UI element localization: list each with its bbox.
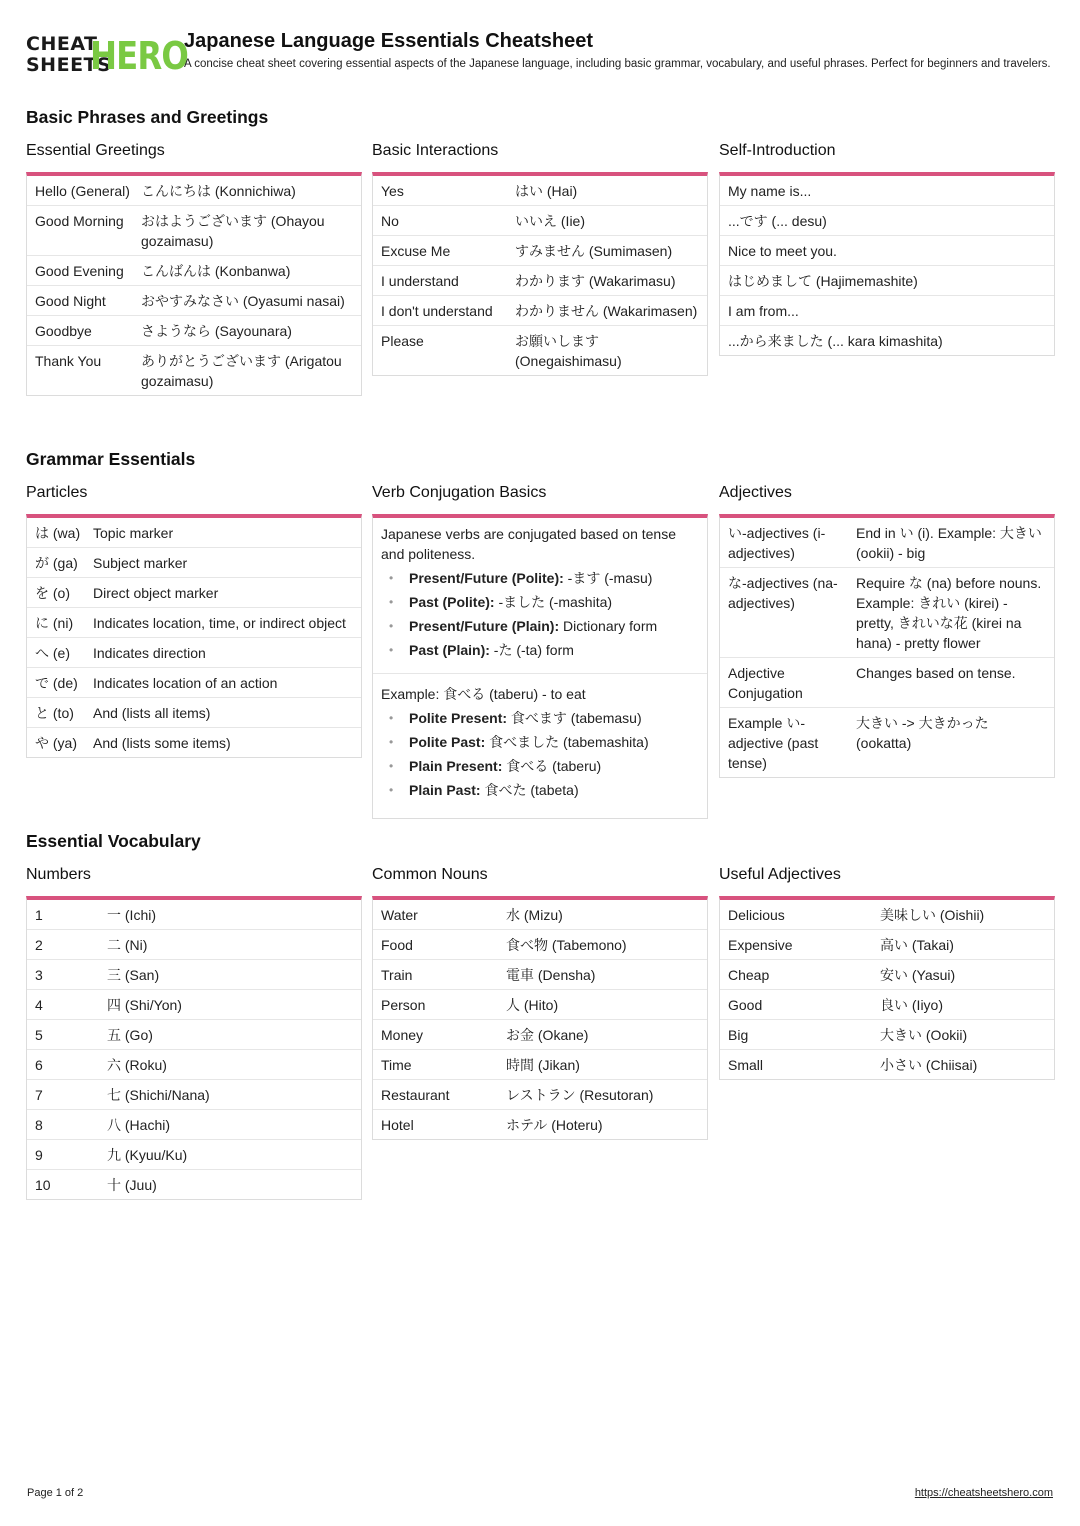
card-title-selfintro: Self-Introduction bbox=[719, 142, 836, 159]
list-item-label: Polite Past: bbox=[409, 734, 486, 750]
row-value: おやすみなさい (Oyasumi nasai) bbox=[141, 293, 345, 309]
row-key: I understand bbox=[381, 273, 459, 289]
row-value: Direct object marker bbox=[93, 585, 219, 601]
row-value: 大きい (Ookii) bbox=[880, 1027, 968, 1043]
row-value: 安い (Yasui) bbox=[880, 967, 956, 983]
row-key: に (ni) bbox=[35, 615, 74, 631]
list-item bbox=[381, 708, 699, 728]
card-particles bbox=[26, 514, 362, 758]
row-key: Good Evening bbox=[35, 263, 124, 279]
row-key: My name is... bbox=[728, 183, 812, 199]
row-key: い-adjectives (i-adjectives) bbox=[728, 525, 826, 561]
table-row bbox=[720, 930, 1054, 960]
row-value: Indicates location, time, or indirect object bbox=[93, 615, 346, 631]
row-value: 五 (Go) bbox=[107, 1027, 153, 1043]
row-value: わかります (Wakarimasu) bbox=[515, 273, 676, 289]
table-row bbox=[373, 900, 707, 930]
row-key: Thank You bbox=[35, 353, 102, 369]
row-key: Please bbox=[381, 333, 424, 349]
table-row bbox=[373, 236, 707, 266]
row-value: 四 (Shi/Yon) bbox=[107, 997, 182, 1013]
row-key: Hotel bbox=[381, 1117, 414, 1133]
row-key: I don't understand bbox=[381, 303, 493, 319]
table-row bbox=[27, 960, 361, 990]
table-row bbox=[720, 1020, 1054, 1050]
row-key: 3 bbox=[35, 967, 43, 983]
card-adjectives bbox=[719, 514, 1055, 778]
list-item bbox=[381, 592, 699, 612]
row-key: 5 bbox=[35, 1027, 43, 1043]
table-row bbox=[27, 728, 361, 757]
row-key: Small bbox=[728, 1057, 764, 1073]
list-item bbox=[381, 616, 699, 636]
card-title-nouns: Common Nouns bbox=[372, 866, 488, 883]
table-row bbox=[720, 206, 1054, 236]
list-item-text: 食べる (taberu) bbox=[502, 758, 602, 774]
row-value: おはようございます (Ohayou gozaimasu) bbox=[141, 213, 325, 249]
table-row bbox=[720, 176, 1054, 206]
list-item bbox=[381, 640, 699, 660]
logo-text: CHEAT SHEETS bbox=[26, 33, 112, 76]
row-key: で (de) bbox=[35, 675, 78, 691]
table-row bbox=[373, 296, 707, 326]
row-key: 1 bbox=[35, 907, 43, 923]
row-key: 2 bbox=[35, 937, 43, 953]
card-nouns bbox=[372, 896, 708, 1140]
list-item-label: Polite Present: bbox=[409, 710, 508, 726]
row-key: Excuse Me bbox=[381, 243, 451, 259]
verbs-example-heading: Example: 食べる (taberu) - to eat bbox=[381, 686, 586, 702]
card-numbers bbox=[26, 896, 362, 1200]
table-row bbox=[27, 930, 361, 960]
table-row bbox=[27, 698, 361, 728]
table-row bbox=[720, 1050, 1054, 1079]
row-key: と (to) bbox=[35, 705, 74, 721]
list-item-text: -ます (-masu) bbox=[563, 570, 653, 586]
list-item-text: 食べます (tabemasu) bbox=[507, 710, 642, 726]
table-row bbox=[27, 1110, 361, 1140]
table-row bbox=[27, 206, 361, 256]
list-item-text: -た (-ta) form bbox=[489, 642, 574, 658]
table-row bbox=[27, 1050, 361, 1080]
row-value: 電車 (Densha) bbox=[506, 967, 596, 983]
row-value: 小さい (Chiisai) bbox=[880, 1057, 978, 1073]
page-header bbox=[26, 30, 1056, 90]
logo-hero-text: HERO bbox=[90, 34, 189, 78]
table-row bbox=[373, 206, 707, 236]
row-key: Adjective Conjugation bbox=[728, 665, 803, 701]
verbs-intro: Japanese verbs are conjugated based on tense and politeness. bbox=[381, 526, 676, 562]
row-value: Indicates location of an action bbox=[93, 675, 278, 691]
table-row bbox=[373, 266, 707, 296]
row-value: 食べ物 (Tabemono) bbox=[506, 937, 627, 953]
list-item-label: Plain Past: bbox=[409, 782, 481, 798]
row-value: ありがとうございます (Arigatou gozaimasu) bbox=[141, 353, 342, 389]
table-row bbox=[373, 1020, 707, 1050]
row-value: 水 (Mizu) bbox=[506, 907, 563, 923]
verbs-example-list bbox=[381, 708, 699, 800]
card-title-adjectives: Adjectives bbox=[719, 484, 792, 501]
row-value: 時間 (Jikan) bbox=[506, 1057, 580, 1073]
table-row bbox=[27, 346, 361, 395]
table-row bbox=[373, 1110, 707, 1139]
row-key: Time bbox=[381, 1057, 412, 1073]
table-row bbox=[27, 900, 361, 930]
row-key: Water bbox=[381, 907, 418, 923]
row-key: Goodbye bbox=[35, 323, 92, 339]
list-item-text: -ました (-mashita) bbox=[494, 594, 613, 610]
list-item-label: Plain Present: bbox=[409, 758, 503, 774]
table-row bbox=[27, 286, 361, 316]
table-row bbox=[720, 266, 1054, 296]
verbs-list bbox=[381, 568, 699, 660]
row-key: Cheap bbox=[728, 967, 770, 983]
row-value: 六 (Roku) bbox=[107, 1057, 167, 1073]
row-key: は (wa) bbox=[35, 525, 81, 541]
row-value: 一 (Ichi) bbox=[107, 907, 156, 923]
divider bbox=[373, 660, 707, 674]
row-value: 三 (San) bbox=[107, 967, 160, 983]
row-key: Hello (General) bbox=[35, 183, 130, 199]
table-row bbox=[373, 960, 707, 990]
row-key: Money bbox=[381, 1027, 424, 1043]
row-value: さようなら (Sayounara) bbox=[141, 323, 292, 339]
row-value: 高い (Takai) bbox=[880, 937, 954, 953]
row-key: 6 bbox=[35, 1057, 43, 1073]
table-row bbox=[720, 900, 1054, 930]
table-row bbox=[373, 326, 707, 375]
list-item bbox=[381, 568, 699, 588]
row-key: Expensive bbox=[728, 937, 793, 953]
table-row bbox=[720, 658, 1054, 708]
table-row bbox=[27, 518, 361, 548]
list-item-label: Past (Polite): bbox=[409, 594, 495, 610]
row-value: お金 (Okane) bbox=[506, 1027, 589, 1043]
table-row bbox=[27, 608, 361, 638]
row-value: こんばんは (Konbanwa) bbox=[141, 263, 291, 279]
table-row bbox=[27, 548, 361, 578]
row-value: End in い (i). Example: 大きい (ookii) - big bbox=[856, 525, 1042, 561]
site-link[interactable]: https://cheatsheetshero.com bbox=[914, 1487, 1053, 1499]
table-row bbox=[373, 990, 707, 1020]
table-row bbox=[373, 176, 707, 206]
row-key: 8 bbox=[35, 1117, 43, 1133]
list-item-text: 食べた (tabeta) bbox=[480, 782, 579, 798]
table-row bbox=[720, 236, 1054, 266]
row-key: Train bbox=[381, 967, 413, 983]
card-title-verbs: Verb Conjugation Basics bbox=[372, 484, 547, 501]
row-value: いいえ (Iie) bbox=[515, 213, 585, 229]
row-value: Changes based on tense. bbox=[856, 665, 1016, 681]
row-key: Nice to meet you. bbox=[728, 243, 837, 259]
list-item bbox=[381, 780, 699, 800]
table-row bbox=[720, 960, 1054, 990]
section-title-vocab: Essential Vocabulary bbox=[26, 831, 201, 851]
row-key: I am from... bbox=[728, 303, 799, 319]
card-verbs bbox=[372, 514, 708, 819]
row-key: はじめまして (Hajimemashite) bbox=[728, 273, 918, 289]
table-row bbox=[720, 568, 1054, 658]
row-value: 人 (Hito) bbox=[506, 997, 559, 1013]
row-value: お願いします (Onegaishimasu) bbox=[515, 333, 622, 369]
row-key: を (o) bbox=[35, 585, 70, 601]
list-item-text: 食べました (tabemashita) bbox=[485, 734, 649, 750]
table-row bbox=[720, 326, 1054, 355]
row-key: 7 bbox=[35, 1087, 43, 1103]
row-value: 九 (Kyuu/Ku) bbox=[107, 1147, 188, 1163]
row-value: 良い (Iiyo) bbox=[880, 997, 943, 1013]
row-key: な-adjectives (na-adjectives) bbox=[728, 575, 838, 611]
row-key: Big bbox=[728, 1027, 749, 1043]
list-item bbox=[381, 756, 699, 776]
table-row bbox=[27, 1170, 361, 1199]
row-key: Person bbox=[381, 997, 426, 1013]
row-key: ...から来ました (... kara kimashita) bbox=[728, 333, 943, 349]
row-value: レストラン (Resutoran) bbox=[506, 1087, 654, 1103]
card-selfintro bbox=[719, 172, 1055, 356]
row-key: 9 bbox=[35, 1147, 43, 1163]
card-title-greetings: Essential Greetings bbox=[26, 142, 165, 159]
table-row bbox=[27, 638, 361, 668]
list-item-text: Dictionary form bbox=[559, 618, 658, 634]
row-key: Food bbox=[381, 937, 413, 953]
row-value: Indicates direction bbox=[93, 645, 206, 661]
table-row bbox=[720, 990, 1054, 1020]
table-row bbox=[27, 668, 361, 698]
row-value: And (lists all items) bbox=[93, 705, 211, 721]
row-value: Topic marker bbox=[93, 525, 174, 541]
row-value: ホテル (Hoteru) bbox=[506, 1117, 603, 1133]
table-row bbox=[373, 930, 707, 960]
table-row bbox=[720, 518, 1054, 568]
card-interactions bbox=[372, 172, 708, 376]
table-row bbox=[373, 1050, 707, 1080]
row-value: はい (Hai) bbox=[515, 183, 578, 199]
row-key: Restaurant bbox=[381, 1087, 450, 1103]
cheatsheetshero-logo[interactable] bbox=[26, 33, 189, 80]
row-key: Delicious bbox=[728, 907, 785, 923]
row-value: 十 (Juu) bbox=[107, 1177, 157, 1193]
row-value: こんにちは (Konnichiwa) bbox=[141, 183, 296, 199]
table-row bbox=[720, 296, 1054, 326]
row-value: 七 (Shichi/Nana) bbox=[107, 1087, 210, 1103]
row-key: や (ya) bbox=[35, 735, 77, 751]
page-title: Japanese Language Essentials Cheatsheet bbox=[184, 30, 594, 52]
row-key: ...です (... desu) bbox=[728, 213, 827, 229]
row-value: 大きい -> 大きかった (ookatta) bbox=[856, 715, 989, 751]
card-title-useful-adj: Useful Adjectives bbox=[719, 866, 841, 883]
card-useful-adj bbox=[719, 896, 1055, 1080]
row-value: Subject marker bbox=[93, 555, 188, 571]
card-title-numbers: Numbers bbox=[26, 866, 91, 883]
card-title-interactions: Basic Interactions bbox=[372, 142, 499, 159]
row-key: 10 bbox=[35, 1177, 51, 1193]
row-key: が (ga) bbox=[35, 555, 78, 571]
row-key: Good bbox=[728, 997, 763, 1013]
row-key: Yes bbox=[381, 183, 404, 199]
list-item-label: Present/Future (Polite): bbox=[409, 570, 564, 586]
row-value: 八 (Hachi) bbox=[107, 1117, 171, 1133]
row-key: No bbox=[381, 213, 399, 229]
row-key: Example い-adjective (past tense) bbox=[728, 715, 819, 771]
card-title-particles: Particles bbox=[26, 484, 88, 501]
row-value: Require な (na) before nouns. Example: きれい (kirei) - pretty, きれいな花 (kirei na hana) - pretty flower bbox=[856, 575, 1042, 651]
list-item-label: Present/Future (Plain): bbox=[409, 618, 560, 634]
page-number: Page 1 of 2 bbox=[27, 1487, 84, 1499]
section-title-grammar: Grammar Essentials bbox=[26, 449, 196, 469]
row-value: 美味しい (Oishii) bbox=[880, 907, 985, 923]
table-row bbox=[27, 176, 361, 206]
row-value: And (lists some items) bbox=[93, 735, 231, 751]
row-key: Good Morning bbox=[35, 213, 124, 229]
list-item bbox=[381, 732, 699, 752]
table-row bbox=[27, 990, 361, 1020]
row-value: 二 (Ni) bbox=[107, 937, 148, 953]
row-key: Good Night bbox=[35, 293, 106, 309]
section-title-basic: Basic Phrases and Greetings bbox=[26, 107, 269, 127]
row-value: すみません (Sumimasen) bbox=[515, 243, 673, 259]
list-item-label: Past (Plain): bbox=[409, 642, 490, 658]
card-greetings bbox=[26, 172, 362, 396]
table-row bbox=[27, 578, 361, 608]
table-row bbox=[27, 256, 361, 286]
table-row bbox=[373, 1080, 707, 1110]
row-value: わかりません (Wakarimasen) bbox=[515, 303, 698, 319]
table-row bbox=[27, 1080, 361, 1110]
row-key: 4 bbox=[35, 997, 43, 1013]
table-row bbox=[27, 1140, 361, 1170]
row-key: へ (e) bbox=[35, 645, 70, 661]
table-row bbox=[27, 1020, 361, 1050]
table-row bbox=[720, 708, 1054, 777]
table-row bbox=[27, 316, 361, 346]
page-subtitle: A concise cheat sheet covering essential aspects of the Japanese language, including basic grammar, vocabulary, and useful phrases. Perfect for beginners and travelers. bbox=[184, 58, 1051, 70]
